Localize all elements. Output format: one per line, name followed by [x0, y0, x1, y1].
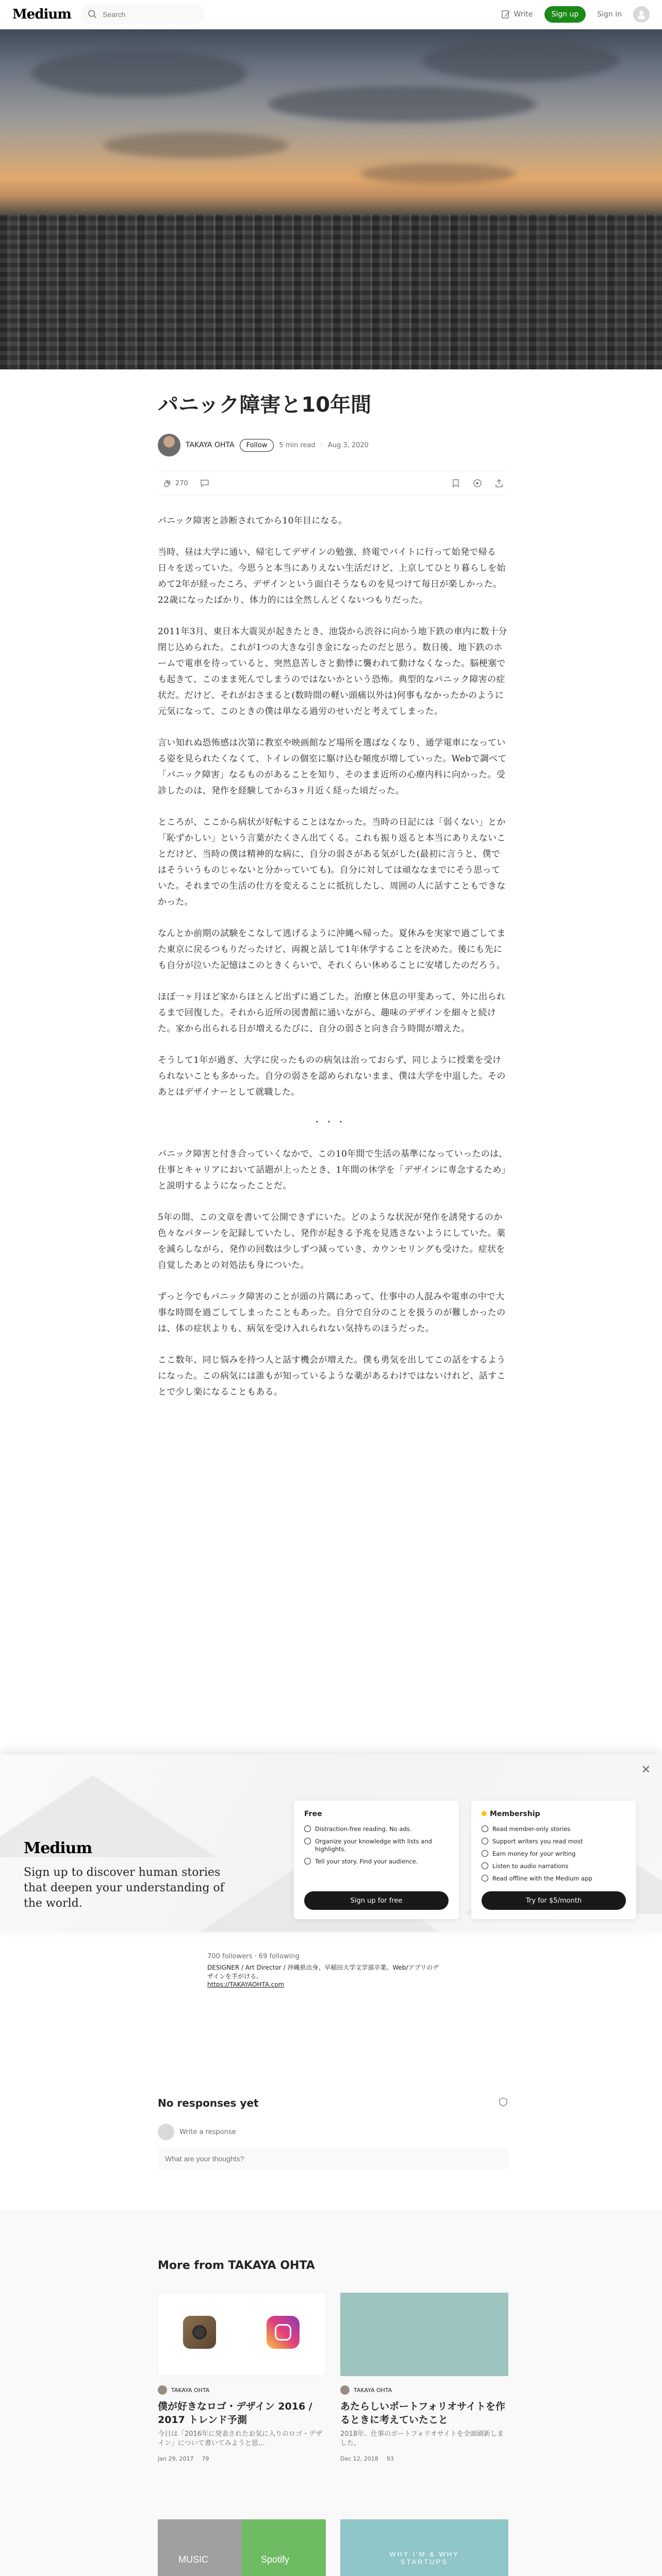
- apple-music-logo: MUSIC: [178, 2554, 208, 2565]
- paragraph: ほぼ一ヶ月ほど家からほとんど出ずに過ごした。治療と休息の甲斐あって、外に出られるまで回復した。それから近所の図書館に通いながら、趣味のデザインを細々と続けた。家から出られる日が増えるたびに、自分の弱さと向き合う時間が増えた。: [158, 992, 506, 1034]
- story-thumbnail: WHY I'M & WHY STARTUPS: [340, 2519, 508, 2576]
- section-separator: ···: [315, 1116, 351, 1129]
- list-item: Read member-only stories: [482, 1825, 626, 1833]
- list-item: Tell your story. Find your audience.: [304, 1858, 449, 1866]
- check-icon: [304, 1838, 311, 1844]
- list-item: Earn money for your writing: [482, 1850, 626, 1858]
- paragraph: 当時、昼は大学に通い、帰宅してデザインの勉強、終電でバイトに行って始発で帰る日々を送っていた。今思うと本当にありえない生活だけど、上京してひとり暮らしを始めて2年が経ったころ、デザインという面白そうなものを見つけて毎日が楽しかった。22歳になったばかり、体力的には全然しんどくないつもりだった。: [158, 547, 506, 605]
- list-item: Support writers you read most: [482, 1838, 626, 1845]
- search-input[interactable]: [103, 10, 197, 19]
- follow-button[interactable]: Follow: [240, 439, 274, 452]
- paragraph: 言い知れぬ恐怖感は次第に教室や映画館など場所を選ばなくなり、通学電車になっている姿を見られたくなくて、トイレの個室に駆け込む頻度が増していった。Webで調べて「パニック障害」なるものがあることを知り、そのまま近所の心療内科に向かった。受診したのは、発作を経験してから3ヶ月近く経った頃だった。: [158, 738, 507, 796]
- publish-date: Aug 3, 2020: [327, 441, 369, 449]
- write-label: Write: [514, 10, 533, 19]
- avatar: [158, 2385, 167, 2395]
- check-icon: [482, 1862, 488, 1869]
- write-response-label: Write a response: [179, 2128, 236, 2136]
- signup-overlay: [0, 1754, 662, 1932]
- signin-link[interactable]: Sign in: [597, 10, 622, 19]
- shield-icon[interactable]: [498, 2097, 508, 2107]
- story-thumbnail: [158, 2519, 326, 2576]
- author-name[interactable]: TAKAYA OHTA: [186, 441, 235, 449]
- clap-icon: [162, 478, 172, 488]
- story-thumbnail: [340, 2293, 508, 2376]
- membership-title: Membership: [482, 1810, 626, 1818]
- share-icon[interactable]: [494, 478, 504, 488]
- close-icon[interactable]: ✕: [641, 1764, 651, 1776]
- avatar: [340, 2385, 350, 2395]
- signup-button[interactable]: Sign up: [544, 6, 586, 23]
- responses-title: No responses yet: [158, 2097, 259, 2109]
- paragraph: パニック障害と診断されてから10年目になる。: [158, 516, 347, 526]
- clap-count: 270: [175, 479, 188, 487]
- article-body: [158, 513, 508, 1400]
- article: [158, 392, 508, 1416]
- check-icon: [482, 1838, 488, 1844]
- story-title: 僕が好きなロゴ・デザイン 2016 / 2017 トレンド予測: [158, 2401, 312, 2426]
- star-icon: [482, 1811, 487, 1816]
- bookmark-icon[interactable]: [451, 478, 461, 488]
- paragraph: 5年の間、この文章を書いて公開できずにいた。どのような状況が発作を誘発するのか色々なパターンを記録していたし、発作が起きる予兆を見逃さないようにしていた。薬を減らしながら、発作の回数は少しずつ減っていき、カウンセリングも受けた。症状を自覚したあとの対処法も身についた。: [158, 1212, 506, 1270]
- overlay-logo: Medium: [24, 1839, 92, 1857]
- more-from-section: [158, 2259, 508, 2566]
- write-button[interactable]: [501, 9, 533, 20]
- free-plan-title: Free: [304, 1810, 322, 1818]
- story-subtitle: 2018年、仕事のポートフォリオサイトを全面刷新しました。: [340, 2430, 504, 2447]
- pencil-icon: [501, 9, 511, 20]
- byline: TAKAYA OHTA Follow 5 min read · Aug 3, 2020: [158, 434, 508, 456]
- user-avatar-icon[interactable]: [633, 6, 650, 23]
- free-plan-card: [294, 1801, 459, 1919]
- avatar: [158, 2124, 174, 2140]
- check-icon: [304, 1858, 311, 1865]
- paragraph: そうして1年が過ぎ、大学に戻ったものの病気は治っておらず、同じように授業を受けられないことも多かった。自分の弱さを認められないまま、僕は大学を中退した。そのあとはデザイナーとして就職した。: [158, 1055, 506, 1097]
- signup-free-button[interactable]: Sign up for free: [304, 1891, 449, 1910]
- author-bio: DESIGNER / Art Director / 沖縄県出身、早稲田大学文学部卒業。Web/アプリのデザインを手がける。: [207, 1964, 439, 1980]
- top-navbar: [0, 0, 662, 29]
- paragraph: ずっと今でもパニック障害のことが頭の片隅にあって、仕事中の人混みや電車の中で大事な時間を過ごしてしまったこともあった。自分で自分のことを扱うのが難しかったのは、体の症状よりも、病気を受け入れられない気持ちのほうだった。: [158, 1292, 506, 1334]
- clap-button[interactable]: [162, 478, 188, 488]
- hero-image: [0, 29, 662, 369]
- action-bar: [158, 471, 508, 496]
- membership-card: [471, 1801, 636, 1919]
- check-icon: [482, 1850, 488, 1857]
- follower-count: 700 followers · 69 following: [207, 1953, 300, 1960]
- responses-section: [158, 2097, 508, 2169]
- search-box[interactable]: [80, 4, 204, 25]
- membership-button[interactable]: Try for $5/month: [482, 1891, 626, 1910]
- check-icon: [482, 1825, 488, 1832]
- story-subtitle: 今日は「2016年に発表されたお気に入りのロゴ・デザイン」について書いてみようと思…: [158, 2430, 323, 2447]
- read-time: 5 min read: [279, 441, 316, 449]
- article-title: パニック障害と10年間: [158, 393, 372, 417]
- more-from-title: More from TAKAYA OHTA: [158, 2259, 315, 2272]
- author-block: [158, 1953, 508, 1988]
- spotify-logo: Spotify: [261, 2554, 290, 2565]
- paragraph: 2011年3月、東日本大震災が起きたとき、池袋から渋谷に向かう地下鉄の車内に数十分閉じ込められた。これが1つの大きな引き金になったのだと思う。数日後、地下鉄のホームで電車を待っていると、突然息苦しさと動悸に襲われて動けなくなった。脳梗塞でも起きて、このまま死んでしまうのではないかという恐怖。典型的なパニック障害の症状だ。だけど、それがおさまると(数時間の軽い頭痛以外は)何事もなかったかのように元気になって、このときの僕は単なる過労のせいだと考えてしまった。: [158, 626, 507, 717]
- author-website-link[interactable]: https://TAKAYAOHTA.com: [207, 1981, 285, 1988]
- story-card[interactable]: TAKAYA OHTA あたらしいポートフォリオサイトを作るときに考えていたこと 2018年、仕事のポートフォリオサイトを全面刷新しました。 Dec 12, 2018 93: [340, 2293, 508, 2462]
- play-icon[interactable]: [472, 478, 483, 488]
- list-item: Listen to audio narrations: [482, 1862, 626, 1870]
- paragraph: ところが、ここから病状が好転することはなかった。当時の日記には「弱くない」とか「恥ずかしい」という言葉がたくさん出てくる。これも振り返ると本当にありえないことだけど、当時の僕は精神的な病に、自分の弱さがある気がした(最初に言うと、僕ではそういうものじゃないと分かっていても)。自分に対しては頑ななまでにそう思っていた。それまでの生活の仕方を変えることに抵抗したし、周囲の人に話すこともできなかった。: [158, 817, 506, 907]
- check-icon: [482, 1875, 488, 1882]
- list-item: Distraction-free reading. No ads.: [304, 1825, 449, 1833]
- paragraph: なんとか前期の試験をこなして逃げるように沖縄へ帰った。夏休みを実家で過ごしてまた東京に戻るつもりだったけど、両親と話して1年休学することを決めた。後にも先にも自分が泣いた記憶はこのときくらいで、それくらい休めることに安堵したのだろう。: [158, 928, 506, 971]
- search-icon: [88, 9, 97, 20]
- paragraph: ここ数年、同じ悩みを持つ人と話す機会が増えた。僕も勇気を出してこの話をするようになった。この病気には誰もが知っているような薬があるわけではないけれど、話すことで少し楽になることもある。: [158, 1355, 506, 1397]
- story-title: あたらしいポートフォリオサイトを作るときに考えていたこと: [340, 2401, 505, 2426]
- overlay-tagline: Sign up to discover human stories that deepen your understanding of the world.: [24, 1866, 224, 1910]
- author-avatar[interactable]: [158, 434, 180, 456]
- comment-icon[interactable]: [200, 478, 210, 488]
- story-card[interactable]: TAKAYA OHTA 僕が好きなロゴ・デザイン 2016 / 2017 トレンド予測 今日は「2016年に発表されたお気に入りのロゴ・デザイン」について書いてみようと思… Jan 29, 2017 79: [158, 2293, 326, 2462]
- check-icon: [304, 1825, 311, 1832]
- medium-logo[interactable]: Medium: [12, 7, 71, 22]
- list-item: Organize your knowledge with lists and highlights.: [304, 1838, 449, 1853]
- paragraph: パニック障害と付き合っていくなかで、この10年間で生活の基準になっていったのは、仕事とキャリアにおいて話題が上ったとき、1年間の休学を「デザインに専念するため」と説明するようになったことだ。: [158, 1149, 508, 1191]
- list-item: Read offline with the Medium app: [482, 1875, 626, 1883]
- story-card[interactable]: [340, 2519, 508, 2576]
- story-card[interactable]: [158, 2519, 326, 2576]
- story-thumbnail: [158, 2293, 326, 2376]
- response-input[interactable]: [158, 2148, 508, 2169]
